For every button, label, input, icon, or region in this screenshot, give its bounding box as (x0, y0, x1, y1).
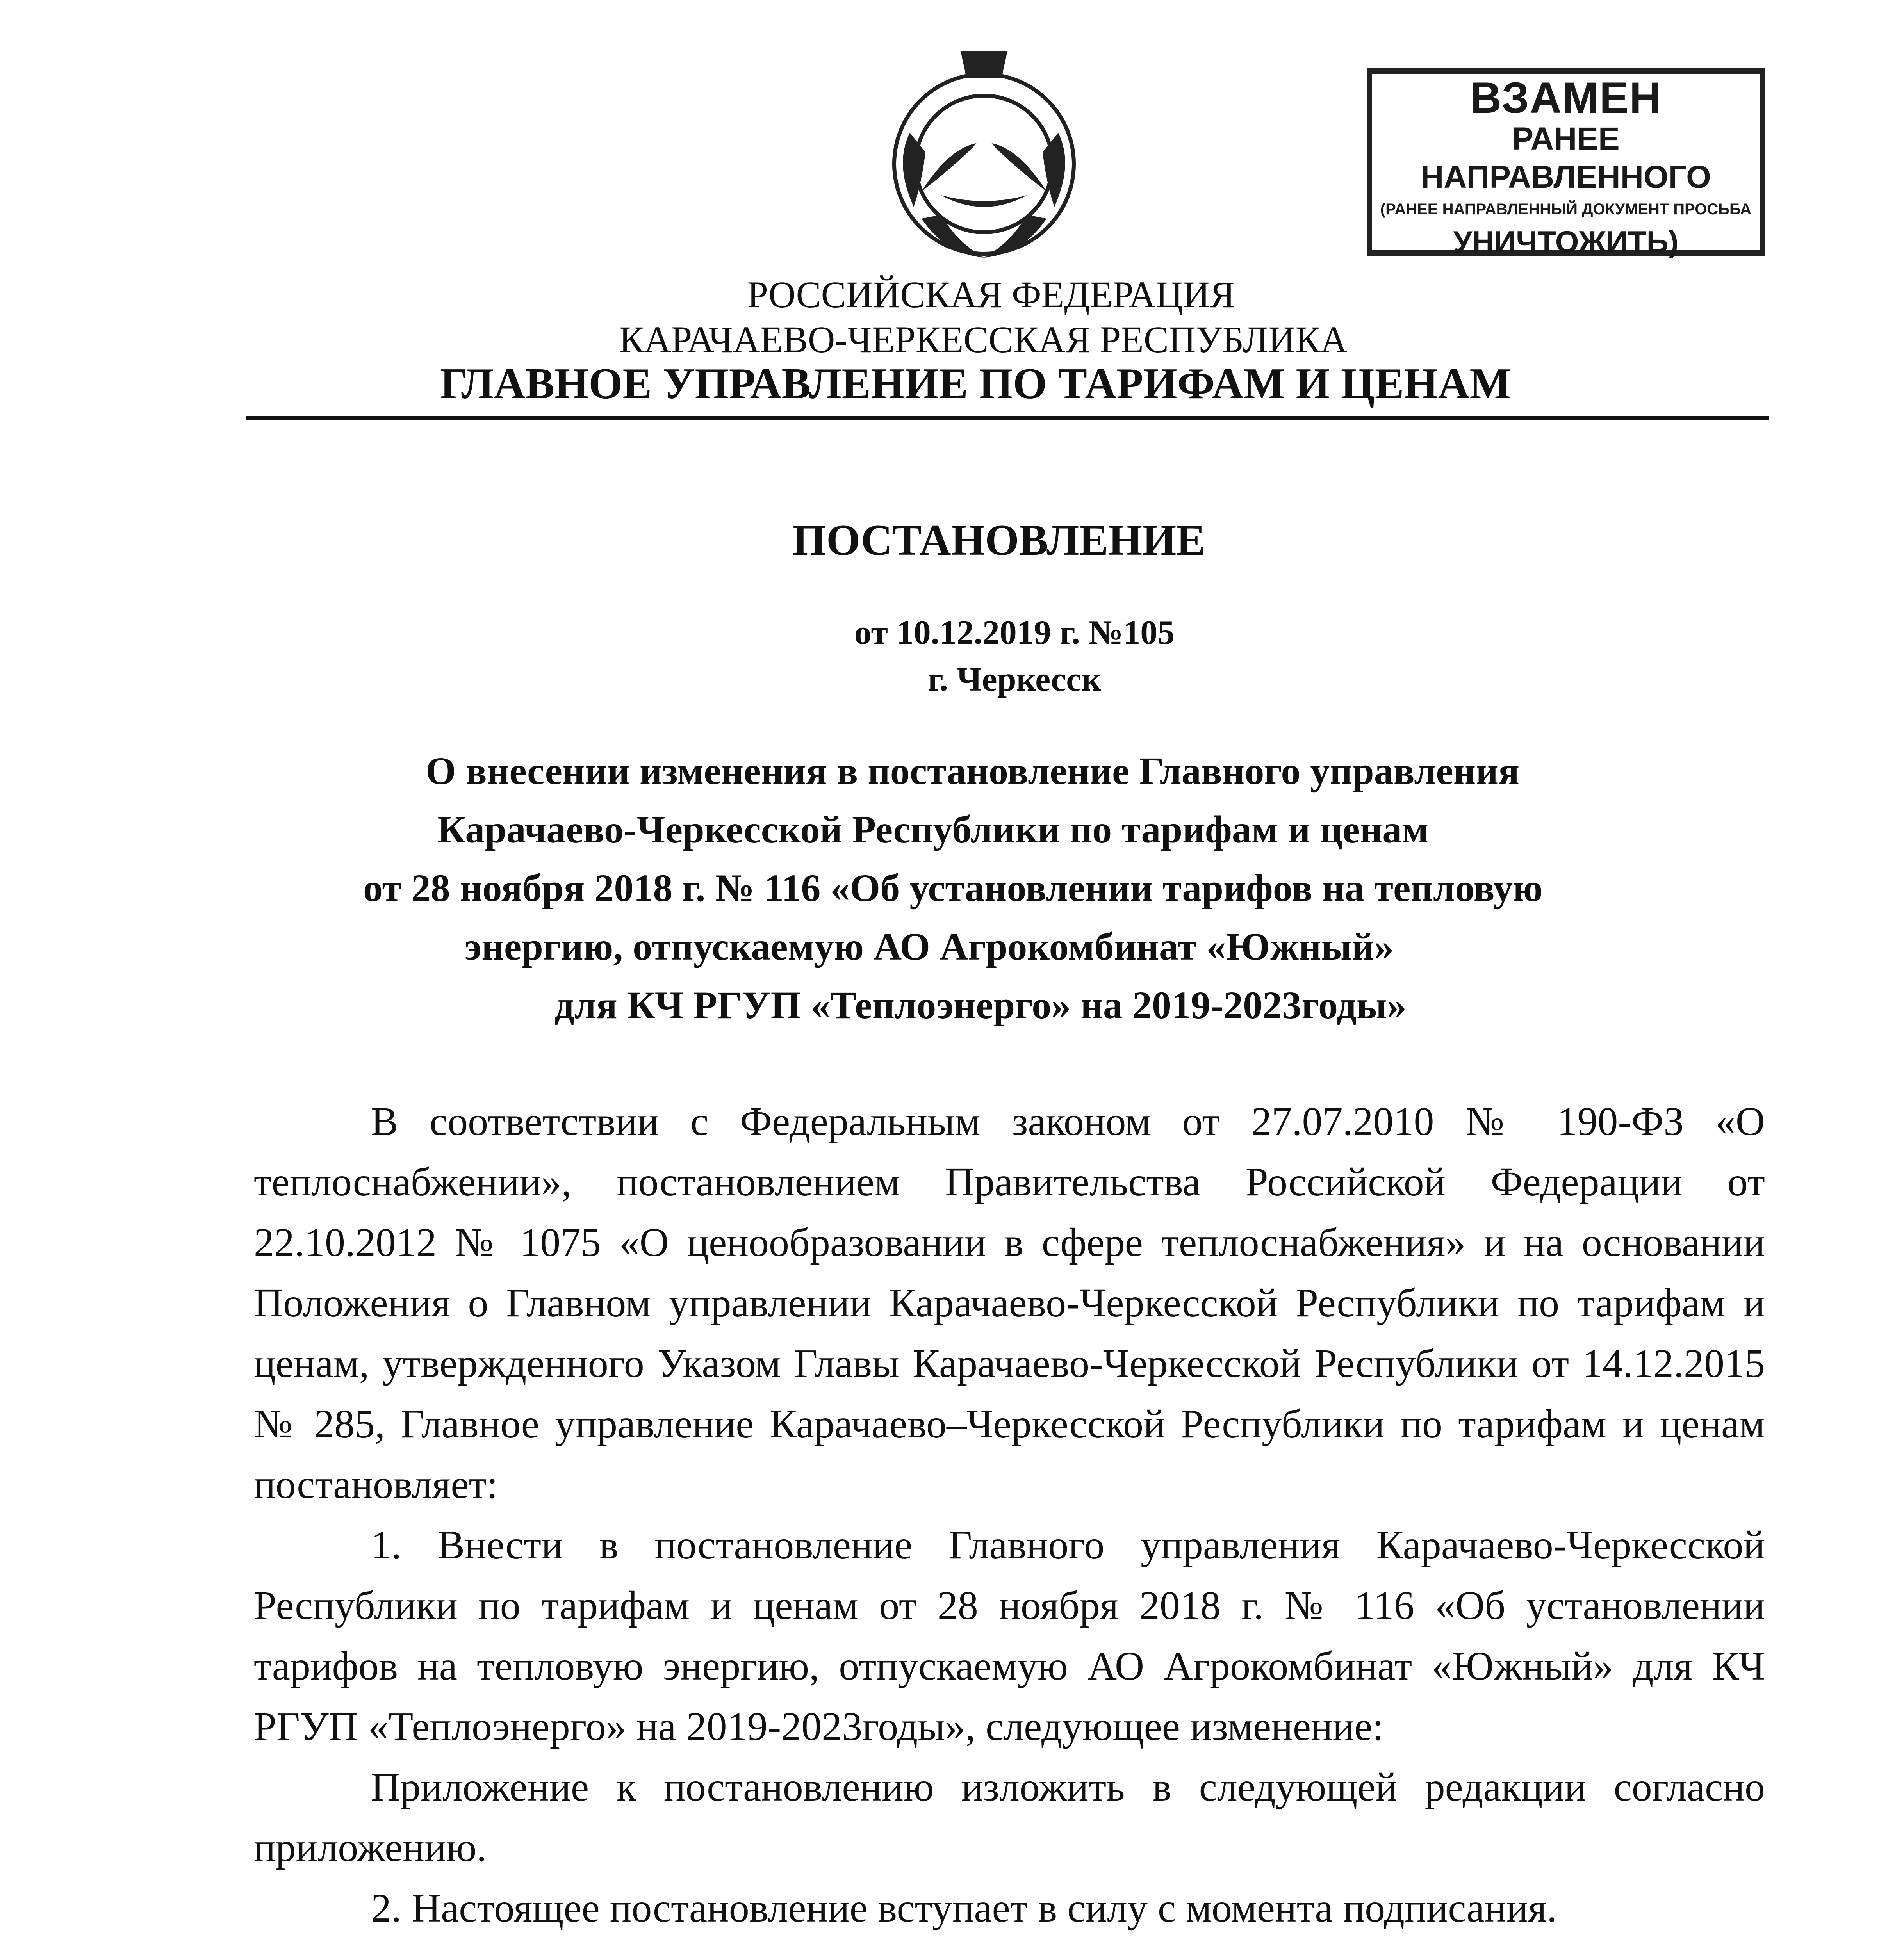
header-divider (246, 416, 1769, 420)
document-body (254, 1091, 1765, 1938)
subject-line-1: О внесении изменения в постановление Главного управления (426, 749, 1520, 793)
document-date-number: от 10.12.2019 г. №105 (854, 614, 1175, 652)
header-agency: ГЛАВНОЕ УПРАВЛЕНИЕ ПО ТАРИФАМ И ЦЕНАМ (440, 360, 1511, 408)
document-city: г. Черкесск (927, 661, 1102, 698)
subject-line-4: энергию, отпускаемую АО Агрокомбинат «Южный» (465, 925, 1394, 968)
stamp-line-2: РАНЕЕ НАПРАВЛЕННОГО (1421, 121, 1711, 195)
item-2-paragraph: 2. Настоящее постановление вступает в силу с момента подписания. (371, 1886, 1557, 1931)
stamp-line-3: (РАНЕЕ НАПРАВЛЕННЫЙ ДОКУМЕНТ ПРОСЬБА (1380, 201, 1752, 218)
subject-line-2: Карачаево-Черкесской Республики по тарифам и ценам (437, 808, 1429, 851)
stamp-line-4: УНИЧТОЖИТЬ) (1453, 224, 1679, 259)
item-1-paragraph: 1. Внести в постановление Главного управления Карачаево-Черкесской Республики по тарифам и ценам от 28 ноября 2018 г. № 116 «Об установлении тарифов на тепловую энергию, отпускаемую АО Агрокомбинат «Южный» для КЧ РГУП «Теплоэнерго» на 2019-2023годы», следующее изменение: (254, 1523, 1765, 1749)
item-1-detail-paragraph: Приложение к постановлению изложить в следующей редакции согласно приложению. (254, 1765, 1765, 1870)
subject-line-5: для КЧ РГУП «Теплоэнерго» на 2019-2023годы» (554, 983, 1407, 1027)
header-republic: КАРАЧАЕВО-ЧЕРКЕССКАЯ РЕСПУБЛИКА (619, 319, 1348, 360)
subject-line-3: от 28 ноября 2018 г. № 116 «Об установлении тарифов на тепловую (363, 866, 1543, 910)
coat-of-arms-emblem (863, 35, 1105, 277)
document-type: ПОСТАНОВЛЕНИЕ (792, 516, 1206, 565)
header-country: РОССИЙСКАЯ ФЕДЕРАЦИЯ (747, 274, 1235, 315)
stamp-line-1: ВЗАМЕН (1470, 73, 1662, 122)
preamble-paragraph: В соответствии с Федеральным законом от 27.07.2010 № 190-ФЗ «О теплоснабжении», постановлением Правительства Российской Федерации от 22.10.2012 № 1075 «О ценообразовании в сфере теплоснабжения» и на основании Положения о Главном управлении Карачаево-Черкесской Республики по тарифам и ценам, утвержденного Указом Главы Карачаево-Черкесской Республики от 14.12.2015 № 285, Главное управление Карачаево–Черкесской Республики по тарифам и ценам постановляет: (254, 1099, 1765, 1507)
replacement-stamp (1367, 68, 1765, 259)
